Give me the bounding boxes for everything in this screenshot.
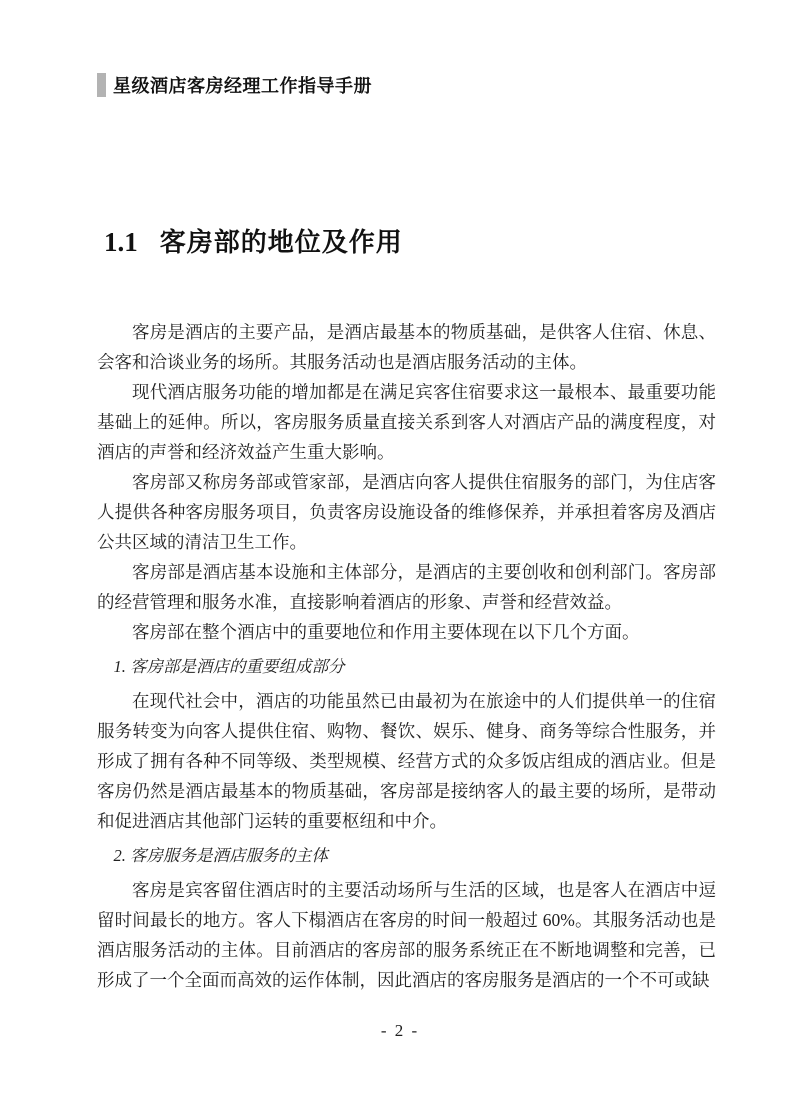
book-title: 星级酒店客房经理工作指导手册 (113, 76, 372, 96)
list-subheading: 2. 客房服务是酒店服务的主体 (113, 846, 328, 865)
page-number: - 2 - (380, 1021, 420, 1040)
section-heading (104, 222, 403, 259)
paragraph: 客房部在整个酒店中的重要地位和作用主要体现在以下几个方面。 (132, 622, 640, 642)
paragraph: 客房部又称房务部或管家部，是酒店向客人提供住宿服务的部门，为住店客人提供各种客房服务项目，负责客房设施设备的维修保养，并承担着客房及酒店公共区域的清洁卫生工作。 (97, 472, 716, 552)
paragraph: 客房部是酒店基本设施和主体部分，是酒店的主要创收和创利部门。客房部的经营管理和服务水准，直接影响着酒店的形象、声誉和经营效益。 (97, 562, 716, 612)
section-number: 1.1 (104, 227, 138, 257)
header-accent-bar (97, 73, 106, 97)
paragraph: 现代酒店服务功能的增加都是在满足宾客住宿要求这一最根本、最重要功能基础上的延伸。所以，客房服务质量直接关系到客人对酒店产品的满度程度，对酒店的声誉和经济效益产生重大影响。 (97, 382, 716, 462)
paragraph: 客房是宾客留住酒店时的主要活动场所与生活的区域，也是客人在酒店中逗留时间最长的地方。客人下榻酒店在客房的时间一般超过 60%。其服务活动也是酒店服务活动的主体。目前酒店的客房部的服务系统正在不断地调整和完善，已形成了一个全面而高效的运作体制，因此酒店的客房服务是酒店的一个不可或缺 (97, 880, 716, 990)
paragraph: 客房是酒店的主要产品，是酒店最基本的物质基础，是供客人住宿、休息、会客和洽谈业务的场所。其服务活动也是酒店服务活动的主体。 (97, 322, 716, 372)
paragraph: 在现代社会中，酒店的功能虽然已由最初为在旅途中的人们提供单一的住宿服务转变为向客人提供住宿、购物、餐饮、娱乐、健身、商务等综合性服务，并形成了拥有各种不同等级、类型规模、经营方式的众多饭店组成的酒店业。但是客房仍然是酒店最基本的物质基础，客房部是接纳客人的最主要的场所，是带动和促进酒店其他部门运转的重要枢纽和中介。 (97, 691, 716, 831)
body-text (97, 317, 716, 995)
section-title: 客房部的地位及作用 (159, 227, 403, 257)
running-header (97, 72, 715, 98)
list-subheading: 1. 客房部是酒店的重要组成部分 (113, 657, 345, 676)
